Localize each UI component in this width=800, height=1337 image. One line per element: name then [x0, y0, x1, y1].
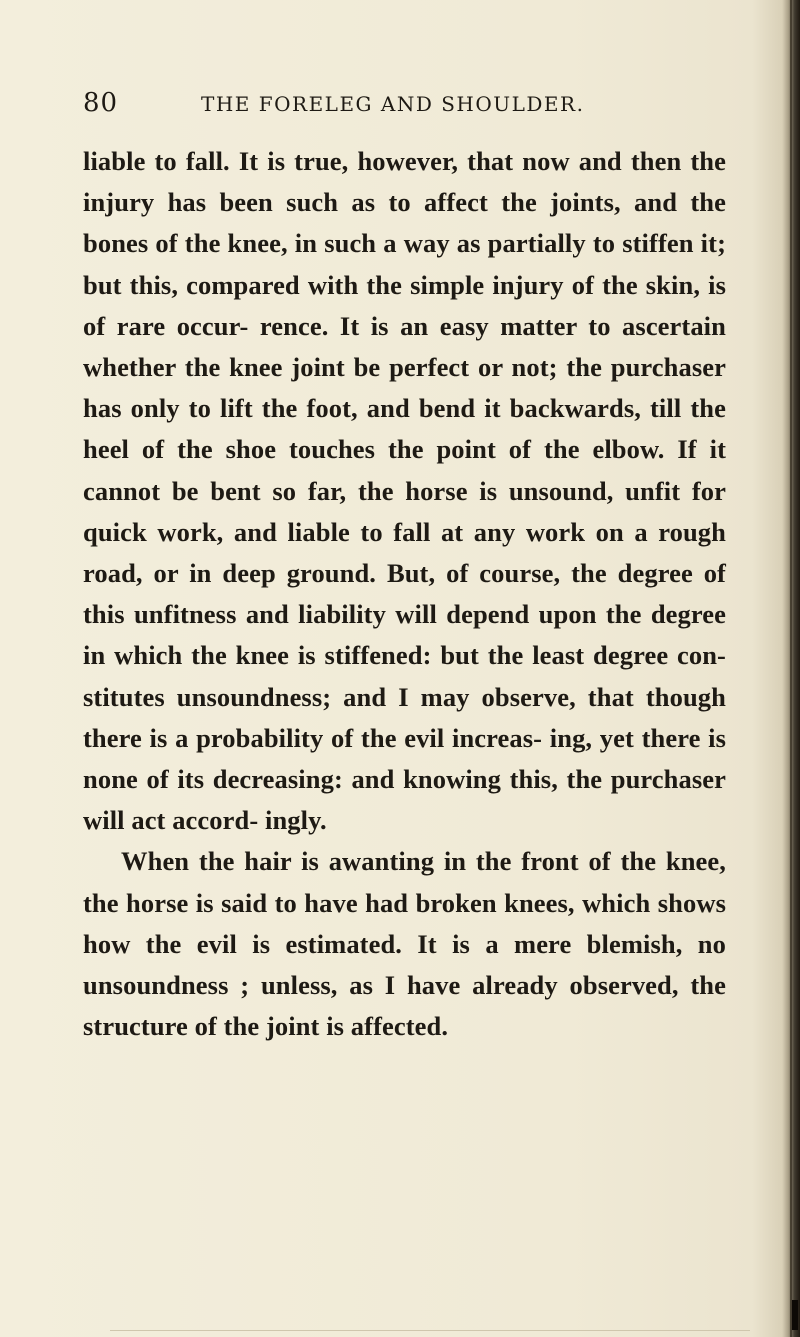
- body-text: [83, 141, 726, 1047]
- paragraph: liable to fall. It is true, however, that now and then the injury has been such as to affect the joints, and the bones of the knee, in such a way as partially to stiffen it; but this, compared with the simple injury of the skin, is of rare occur- rence. It is an easy matter to ascertain whether the knee joint be perfect or not; the purchaser has only to lift the foot, and bend it backwards, till the heel of the shoe touches the point of the elbow. If it cannot be bent so far, the horse is unsound, unfit for quick work, and liable to fall at any work on a rough road, or in deep ground. But, of course, the degree of this unfitness and liability will depend upon the degree in which the knee is stiffened: but the least degree con- stitutes unsoundness; and I may observe, that though there is a probability of the evil increas- ing, yet there is none of its decreasing: and knowing this, the purchaser will act accord- ingly.: [83, 146, 726, 836]
- page-bottom-rule: [110, 1330, 750, 1331]
- page-header: [83, 88, 723, 128]
- paragraph: When the hair is awanting in the front of the knee, the horse is said to have had broken knees, which shows how the evil is estimated. It is a mere blemish, no unsoundness ; unless, as I have already observed, the structure of the joint is affected.: [83, 846, 726, 1042]
- page-number: 80: [83, 88, 119, 118]
- page-edge-mark: [792, 1300, 798, 1330]
- running-head: THE FORELEG AND SHOULDER.: [201, 92, 585, 116]
- page-edge-line: [790, 0, 792, 1337]
